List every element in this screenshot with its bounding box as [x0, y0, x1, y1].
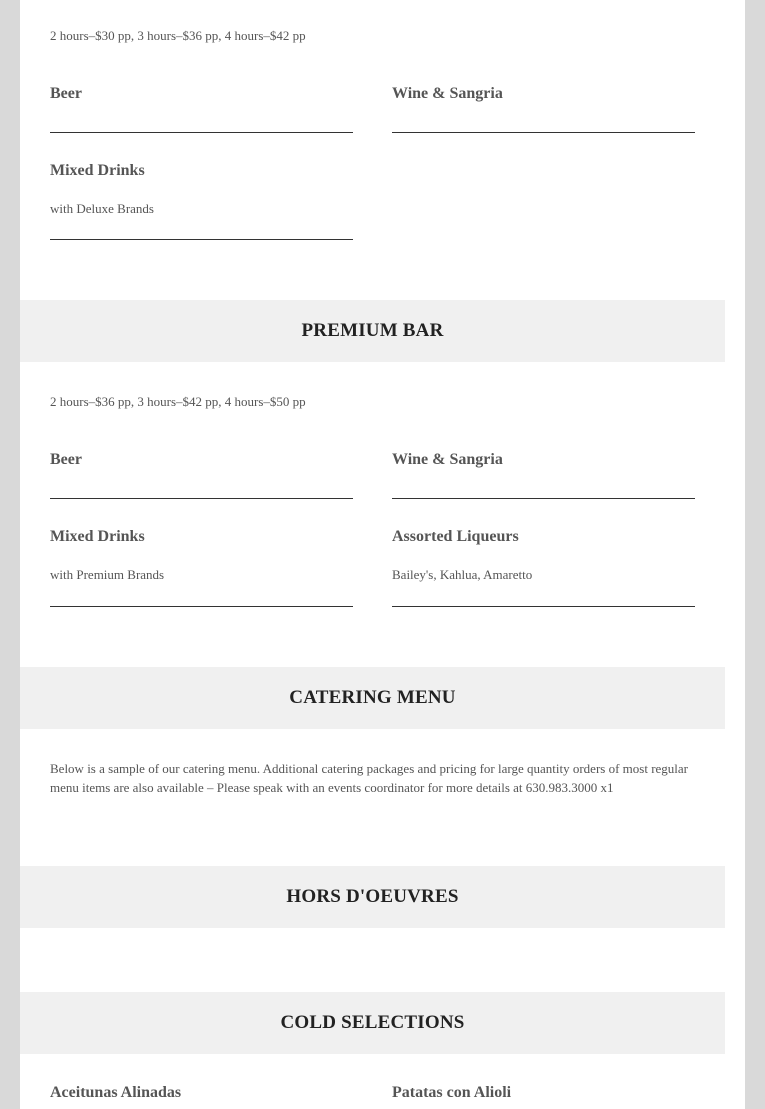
- menu-item-assorted-liqueurs: [392, 527, 695, 607]
- catering-menu-header: [20, 667, 725, 729]
- cold-selections-section: [20, 1054, 725, 1103]
- menu-item-title: Beer: [50, 451, 82, 468]
- menu-item-beer: [50, 84, 353, 133]
- menu-item-mixed-drinks: [50, 527, 353, 607]
- menu-item-title: Mixed Drinks: [50, 162, 145, 179]
- standard-bar-pricing: 2 hours–$30 pp, 3 hours–$36 pp, 4 hours–$42 pp: [50, 28, 306, 43]
- hors-doeuvres-header: [20, 866, 725, 928]
- menu-item-title: Patatas con Alioli: [392, 1084, 512, 1101]
- catering-intro-text: Below is a sample of our catering menu. Additional catering packages and pricing for large quantity orders of most regular menu items are also available – Please speak with an events coordinator for more details at 630.983.3000 x1: [50, 761, 689, 795]
- menu-item-wine-sangria: [392, 450, 695, 499]
- menu-item-description: with Deluxe Brands: [50, 201, 154, 216]
- cold-selections-header: [20, 992, 725, 1054]
- menu-item-description: Bailey's, Kahlua, Amaretto: [392, 567, 533, 582]
- menu-item-description: with Premium Brands: [50, 567, 165, 582]
- menu-item-aceitunas-alinadas: [50, 1083, 353, 1103]
- premium-bar-header: [20, 300, 725, 362]
- menu-item-title: Assorted Liqueurs: [392, 528, 519, 545]
- standard-bar-section: [20, 0, 725, 240]
- premium-bar-pricing: 2 hours–$36 pp, 3 hours–$42 pp, 4 hours–$50 pp: [50, 394, 306, 409]
- section-heading: PREMIUM BAR: [301, 320, 444, 341]
- menu-item-beer: [50, 450, 353, 499]
- menu-item-title: Aceitunas Alinadas: [50, 1084, 182, 1101]
- section-heading: COLD SELECTIONS: [280, 1012, 465, 1033]
- hors-doeuvres-section: [20, 928, 725, 992]
- section-heading: HORS D'OEUVRES: [286, 886, 459, 907]
- menu-item-title: Wine & Sangria: [392, 451, 503, 468]
- menu-item-title: Mixed Drinks: [50, 528, 145, 545]
- menu-item-title: Beer: [50, 85, 82, 102]
- page-edge: [725, 0, 745, 1109]
- content-panel: [20, 0, 725, 1109]
- menu-item-title: Wine & Sangria: [392, 85, 503, 102]
- section-heading: CATERING MENU: [289, 687, 456, 708]
- catering-menu-section: [20, 729, 725, 836]
- menu-item-mixed-drinks: [50, 161, 353, 240]
- menu-item-wine-sangria: [392, 84, 695, 133]
- premium-bar-section: [20, 362, 725, 607]
- menu-item-patatas-con-alioli: [392, 1083, 695, 1103]
